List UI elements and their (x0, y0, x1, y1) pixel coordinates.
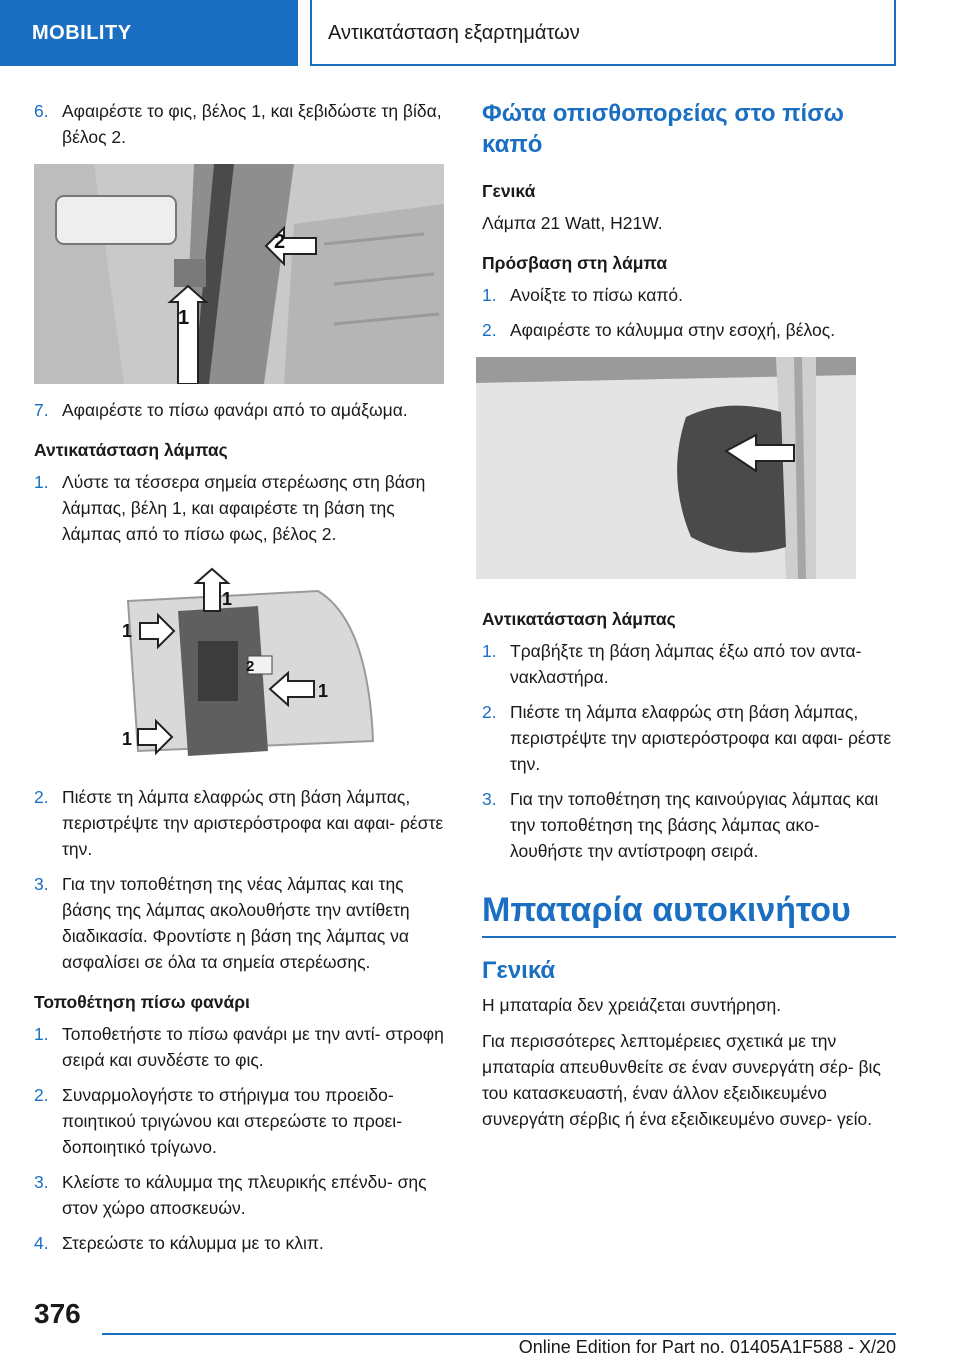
top-bar (0, 0, 960, 66)
fig2-label-center: 2 (246, 658, 255, 675)
step-number: 7. (34, 400, 49, 420)
step-item (482, 317, 896, 343)
figure-cover-recess-illustration (476, 357, 856, 579)
step-number: 3. (34, 1172, 49, 1192)
step-item (482, 282, 896, 308)
chapter-tab[interactable]: MOBILITY (0, 0, 298, 66)
step-item (34, 1021, 454, 1073)
subheading: Αντικατάσταση λάμπας (34, 440, 228, 460)
step-number: 1. (482, 641, 497, 661)
fig2-label-right: 1 (318, 681, 329, 701)
chapter-heading: Μπαταρία αυτοκινήτου (482, 888, 896, 938)
figure-plug-screw (34, 164, 454, 389)
figure-plug-screw-illustration (34, 164, 444, 384)
step-text: Για την τοποθέτηση της καινούργιας λάμπας και την τοποθέτηση της βάσης λάμπας ακο‐ λουθήστε την αντίστροφη σειρά. (510, 789, 879, 861)
lamp-spec: Λάμπα 21 Watt, H21W. (482, 213, 663, 233)
subheading: Γενικά (482, 181, 536, 201)
step-text: Στερεώστε το κάλυμμα με το κλιπ. (62, 1233, 324, 1253)
section-subheading: Γενικά (482, 957, 556, 984)
step-item (482, 699, 896, 777)
step-text: Τραβήξτε τη βάση λάμπας έξω από τον αντα‐ νακλαστήρα. (510, 641, 862, 687)
edition-note: Online Edition for Part no. 01405A1F588 - X/20 (518, 1337, 896, 1357)
step-item (34, 1230, 454, 1256)
step-number: 2. (482, 702, 497, 722)
step-item (482, 638, 896, 690)
step-item (34, 1082, 454, 1160)
step-text: Πιέστε τη λάμπα ελαφρώς στη βάση λάμπας, περιστρέψτε την αριστερόστροφα και αφαι‐ ρέστε την. (510, 702, 892, 774)
step-number: 2. (482, 320, 497, 340)
step-number: 2. (34, 1085, 49, 1105)
subheading: Πρόσβαση στη λάμπα (482, 253, 668, 273)
step-item (34, 1169, 454, 1221)
step-text: Ανοίξτε το πίσω καπό. (510, 285, 684, 305)
step-text: Αφαιρέστε το φις, βέλος 1, και ξεβιδώστε τη βίδα, βέλος 2. (62, 101, 442, 147)
footer-divider (102, 1333, 896, 1335)
step-number: 1. (34, 472, 49, 492)
step-text: Κλείστε το κάλυμμα της πλευρικής επένδυ‐ σης στον χώρο αποσκευών. (62, 1172, 427, 1218)
fig2-label-left-lower: 1 (122, 729, 133, 749)
left-column (34, 98, 454, 1265)
step-item (34, 397, 454, 423)
battery-paragraph: Η μπαταρία δεν χρειάζεται συντήρηση. (482, 995, 782, 1015)
fig2-label-top: 1 (222, 589, 233, 609)
step-number: 1. (34, 1024, 49, 1044)
step-text: Πιέστε τη λάμπα ελαφρώς στη βάση λάμπας, περιστρέψτε την αριστερόστροφα και αφαι‐ ρέστε την. (62, 787, 444, 859)
step-number: 2. (34, 787, 49, 807)
section-heading: Φώτα οπισθοπορείας στο πίσω καπό (482, 100, 844, 158)
step-item (34, 98, 454, 150)
step-number: 1. (482, 285, 497, 305)
step-item (34, 784, 454, 862)
fig1-label-1: 1 (178, 307, 190, 329)
step-text: Αφαιρέστε το πίσω φανάρι από το αμάξωμα. (62, 400, 408, 420)
right-column (482, 98, 896, 1142)
fig2-label-left-upper: 1 (122, 621, 133, 641)
step-item (34, 469, 454, 547)
subheading: Τοποθέτηση πίσω φανάρι (34, 992, 250, 1012)
step-text: Αφαιρέστε το κάλυμμα στην εσοχή, βέλος. (510, 320, 836, 340)
figure-lamp-holder (118, 561, 454, 776)
step-number: 6. (34, 101, 49, 121)
fig1-label-2: 2 (274, 231, 286, 253)
step-text: Συναρμολογήστε το στήριγμα του προειδο‐ ποιητικού τριγώνου και στερεώστε το προει‐ δοποιητικό τρίγωνο. (62, 1085, 403, 1157)
page-number: 376 (34, 1298, 81, 1329)
figure-cover-recess (476, 357, 896, 584)
step-number: 3. (34, 874, 49, 894)
step-item (482, 786, 896, 864)
section-title: Αντικατάσταση εξαρτημάτων (310, 0, 896, 66)
subheading: Αντικατάσταση λάμπας (482, 609, 676, 629)
figure-lamp-holder-illustration (118, 561, 388, 771)
step-item (34, 871, 454, 975)
step-text: Τοποθετήστε το πίσω φανάρι με την αντί‐ στροφη σειρά και συνδέστε το φις. (62, 1024, 444, 1070)
step-text: Λύστε τα τέσσερα σημεία στερέωσης στη βάση λάμπας, βέλη 1, και αφαιρέστε τη βάση της λάμπας από το πίσω φως, βέλος 2. (62, 472, 426, 544)
step-text: Για την τοποθέτηση της νέας λάμπας και της βάσης της λάμπας ακολουθήστε την αντίθετη διαδικασία. Φροντίστε η βάση της λάμπας να ασφαλίσει σε όλα τα σημεία στερέωσης. (62, 874, 410, 972)
battery-paragraph: Για περισσότερες λεπτομέρειες σχετικά με την μπαταρία απευθυνθείτε σε έναν συνεργάτη σέρ‐ βις του κατασκευαστή, έναν άλλον εξειδικευμένο συνεργάτη σέρβις ή ένα εξειδικευμένο συνερ‐ γείο. (482, 1031, 881, 1129)
step-number: 4. (34, 1233, 49, 1253)
step-number: 3. (482, 789, 497, 809)
